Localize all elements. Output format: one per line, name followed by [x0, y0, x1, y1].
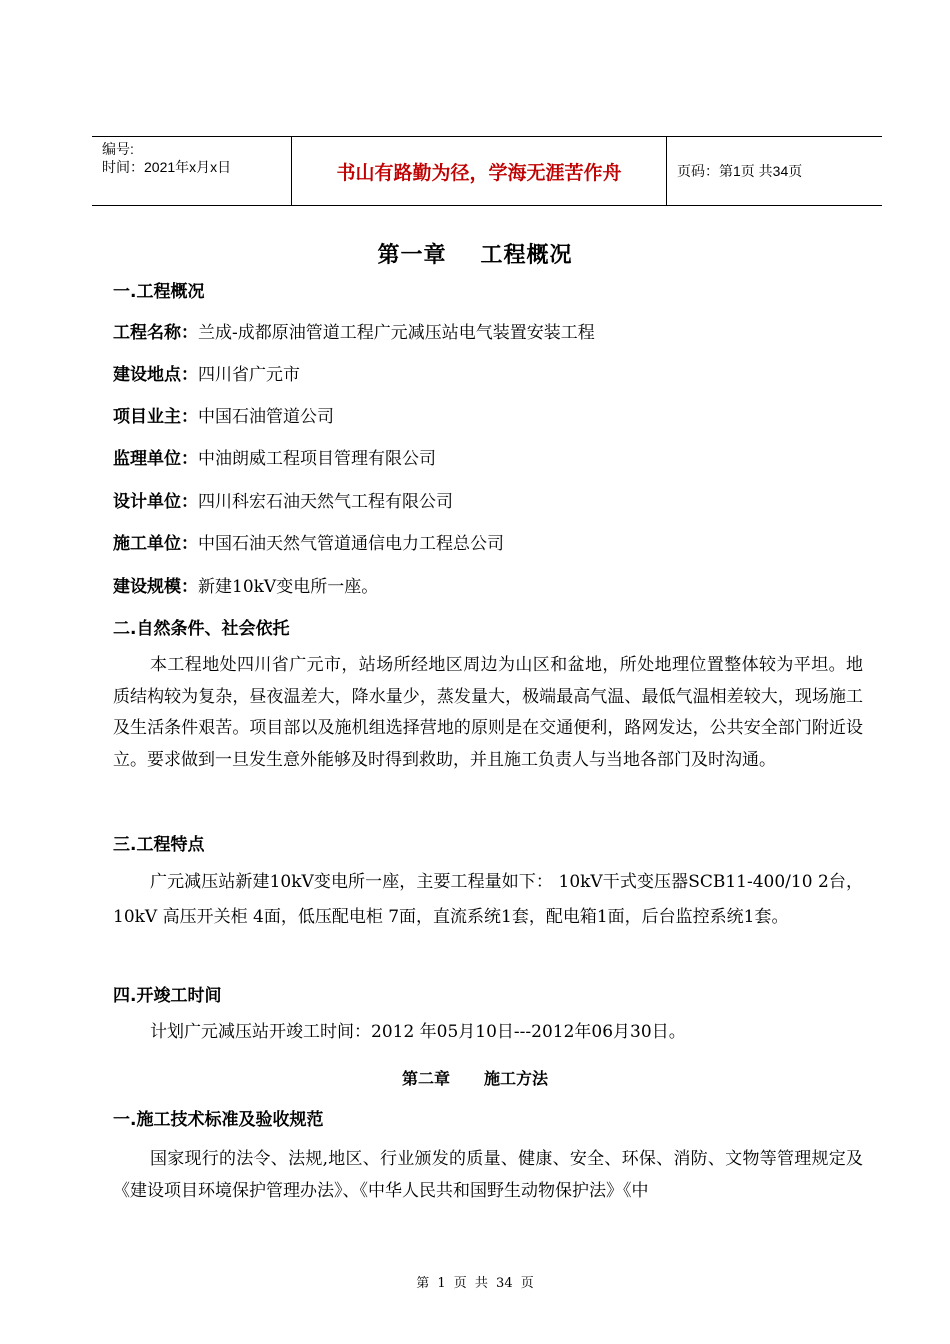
field-label: 工程名称：: [113, 323, 198, 343]
paragraph-schedule: 计划广元减压站开竣工时间：2012 年05月10日---2012年06月30日。: [150, 1022, 686, 1042]
field-label: 设计单位：: [113, 492, 198, 512]
field-label: 施工单位：: [113, 534, 198, 554]
field-value: 四川科宏石油天然气工程有限公司: [198, 492, 453, 512]
section-heading-schedule: 四.开竣工时间: [113, 986, 222, 1006]
section-heading-features: 三.工程特点: [113, 835, 205, 855]
field-value: 中国石油管道公司: [198, 407, 334, 427]
page-header: [92, 136, 882, 206]
paragraph-standards: 国家现行的法令、法规,地区、行业颁发的质量、健康、安全、环保、消防、文物等管理规定及《建设项目环境保护管理办法》、《中华人民共和国野生动物保护法》《中: [113, 1149, 863, 1201]
paragraph-features: 广元减压站新建10kV变电所一座，主要工程量如下： 10kV干式变压器SCB11-400/10 2台， 10kV 高压开关柜 4面，低压配电柜 7面，直流系统1套，配电箱1面，后台监控系统1套。: [113, 872, 863, 927]
header-page-number: 页码：第1页 共34页: [677, 163, 803, 179]
field-value: 四川省广元市: [198, 365, 300, 385]
field-owner: [113, 402, 334, 427]
chapter-1-prefix: 第一章: [377, 243, 447, 268]
field-value: 兰成-成都原油管道工程广元减压站电气装置安装工程: [198, 323, 595, 343]
document-time-label: 时间：2021年x月x日: [102, 159, 232, 175]
chapter-1-heading: [0, 238, 950, 269]
page-footer: 第 1 页 共 34 页: [416, 1276, 534, 1291]
field-label: 监理单位：: [113, 449, 198, 469]
header-motto: 书山有路勤为径，学海无涯苦作舟: [292, 137, 667, 205]
field-label: 建设地点：: [113, 365, 198, 385]
header-meta: [92, 137, 292, 205]
section-heading-standards: 一.施工技术标准及验收规范: [113, 1110, 324, 1130]
field-value: 中国石油天然气管道通信电力工程总公司: [198, 534, 504, 554]
field-label: 项目业主：: [113, 407, 198, 427]
document-number-label: 编号:: [102, 141, 134, 157]
chapter-1-title: 工程概况: [480, 243, 573, 268]
paragraph-natural-conditions: 本工程地处四川省广元市，站场所经地区周边为山区和盆地，所处地理位置整体较为平坦。地质结构较为复杂，昼夜温差大，降水量少，蒸发量大，极端最高气温、最低气温相差较大，现场施工及生活条件艰苦。项目部以及施机组选择营地的原则是在交通便利，路网发达，公共安全部门附近设立。要求做到一旦发生意外能够及时得到救助，并且施工负责人与当地各部门及时沟通。: [113, 655, 863, 770]
chapter-2-title: 施工方法: [484, 1069, 549, 1088]
field-supervisor: [113, 444, 436, 469]
chapter-2-heading: [0, 1066, 950, 1089]
section-heading-overview: 一.工程概况: [113, 282, 205, 302]
field-scale: [113, 572, 378, 597]
field-designer: [113, 487, 453, 512]
field-contractor: [113, 529, 504, 554]
field-value: 中油朗威工程项目管理有限公司: [198, 449, 436, 469]
field-location: [113, 360, 300, 385]
field-label: 建设规模：: [113, 577, 198, 597]
chapter-2-prefix: 第二章: [401, 1069, 450, 1088]
section-heading-natural-conditions: 二.自然条件、社会依托: [113, 619, 290, 639]
field-value: 新建10kV变电所一座。: [198, 577, 379, 597]
field-project-name: [113, 318, 595, 343]
